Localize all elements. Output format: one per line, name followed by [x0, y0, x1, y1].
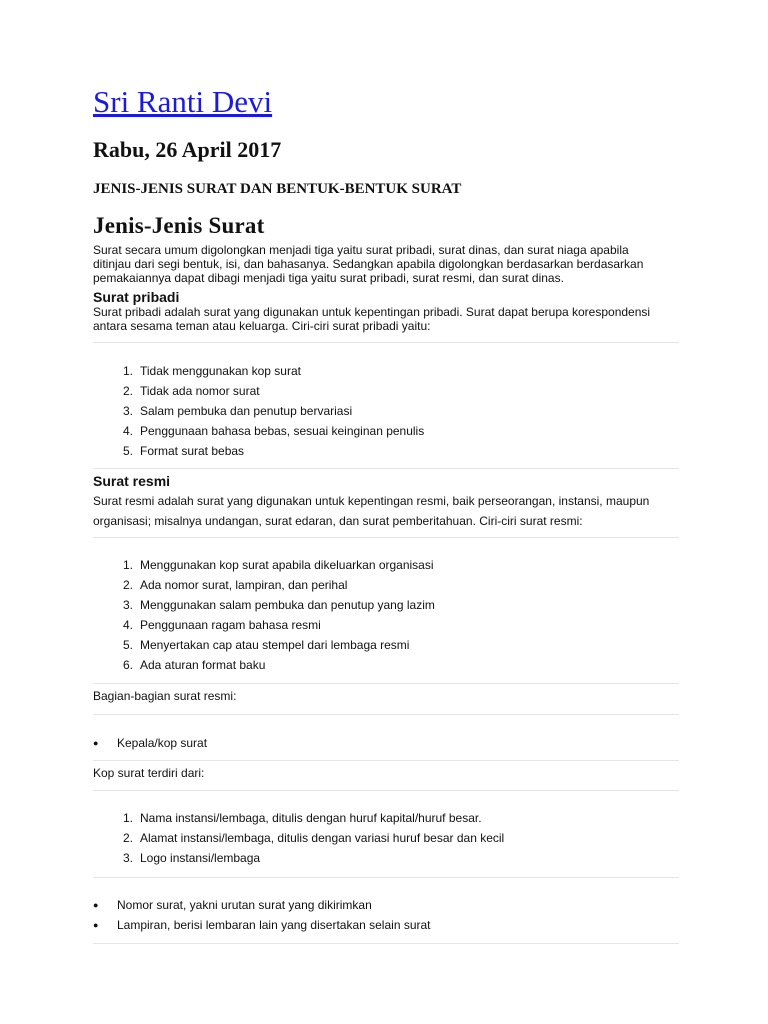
bullet-text: Nomor surat, yakni urutan surat yang dikirimkan — [117, 898, 372, 912]
intro-paragraph — [93, 243, 679, 285]
list-text: Salam pembuka dan penutup bervariasi — [140, 404, 353, 418]
list-text: Nama instansi/lembaga, ditulis dengan huruf kapital/huruf besar. — [140, 811, 482, 825]
bullet-icon: ● — [93, 900, 99, 910]
intro-line: pemakaiannya dapat dibagi menjadi tiga yaitu surat pribadi, surat resmi, dan surat dinas. — [93, 271, 564, 285]
list-number: 2. — [122, 831, 133, 845]
bullet-text: Lampiran, berisi lembaran lain yang disertakan selain surat — [117, 918, 431, 932]
kop-intro: Kop surat terdiri dari: — [93, 766, 205, 780]
list-text: Penggunaan ragam bahasa resmi — [140, 618, 321, 632]
post-date: Rabu, 26 April 2017 — [93, 137, 282, 162]
blog-title-link[interactable]: Sri Ranti Devi — [93, 84, 273, 119]
list-number: 2. — [122, 384, 133, 398]
list-number: 3. — [122, 404, 133, 418]
list-number: 5. — [122, 638, 133, 652]
list-number: 5. — [122, 444, 133, 458]
list-number: 3. — [122, 851, 133, 865]
list-number: 1. — [122, 558, 133, 572]
intro-line: ditinjau dari segi bentuk, isi, dan bahasanya. Sedangkan apabila digolongkan berdasarkan berdasarkan — [93, 257, 644, 271]
post-title: JENIS-JENIS SURAT DAN BENTUK-BENTUK SURAT — [93, 181, 462, 197]
surat-resmi-heading: Surat resmi — [93, 473, 171, 489]
list-text: Tidak ada nomor surat — [140, 384, 260, 398]
paragraph-line: antara sesama teman atau keluarga. Ciri-ciri surat pribadi yaitu: — [93, 319, 431, 333]
list-text: Tidak menggunakan kop surat — [140, 364, 301, 378]
list-text: Ada nomor surat, lampiran, dan perihal — [140, 578, 348, 592]
divider — [93, 537, 679, 538]
list-text: Logo instansi/lembaga — [140, 851, 261, 865]
list-number: 1. — [122, 364, 133, 378]
surat-resmi-paragraph — [93, 491, 679, 531]
paragraph-line: Surat pribadi adalah surat yang digunakan untuk kepentingan pribadi. Surat dapat berupa korespondensi — [93, 305, 651, 319]
list-text: Menggunakan kop surat apabila dikeluarkan organisasi — [140, 558, 434, 572]
paragraph-line: organisasi; misalnya undangan, surat edaran, dan surat pemberitahuan. Ciri-ciri surat resmi: — [93, 514, 583, 528]
list-number: 1. — [122, 811, 133, 825]
divider — [93, 342, 679, 343]
bullet-text: Kepala/kop surat — [117, 736, 208, 750]
divider — [93, 714, 679, 715]
list-text: Ada aturan format baku — [140, 658, 266, 672]
list-text: Menggunakan salam pembuka dan penutup yang lazim — [140, 598, 435, 612]
list-number: 3. — [122, 598, 133, 612]
paragraph-line: Surat resmi adalah surat yang digunakan untuk kepentingan resmi, baik perseorangan, instansi, maupun — [93, 494, 650, 508]
list-number: 2. — [122, 578, 133, 592]
list-number: 4. — [122, 618, 133, 632]
list-text: Penggunaan bahasa bebas, sesuai keinginan penulis — [140, 424, 425, 438]
divider — [93, 683, 679, 684]
list-number: 6. — [122, 658, 133, 672]
bullet-icon: ● — [93, 738, 99, 748]
bagian-intro: Bagian-bagian surat resmi: — [93, 689, 237, 703]
list-text: Alamat instansi/lembaga, ditulis dengan variasi huruf besar dan kecil — [140, 831, 505, 845]
surat-pribadi-heading: Surat pribadi — [93, 289, 180, 305]
list-text: Menyertakan cap atau stempel dari lembaga resmi — [140, 638, 410, 652]
divider — [93, 943, 679, 944]
divider — [93, 877, 679, 878]
section-heading: Jenis-Jenis Surat — [93, 213, 265, 238]
list-text: Format surat bebas — [140, 444, 245, 458]
list-number: 4. — [122, 424, 133, 438]
bullet-icon: ● — [93, 920, 99, 930]
divider — [93, 790, 679, 791]
surat-pribadi-paragraph — [93, 305, 679, 333]
intro-line: Surat secara umum digolongkan menjadi tiga yaitu surat pribadi, surat dinas, dan surat niaga apabila — [93, 243, 629, 257]
divider — [93, 760, 679, 761]
divider — [93, 468, 679, 469]
